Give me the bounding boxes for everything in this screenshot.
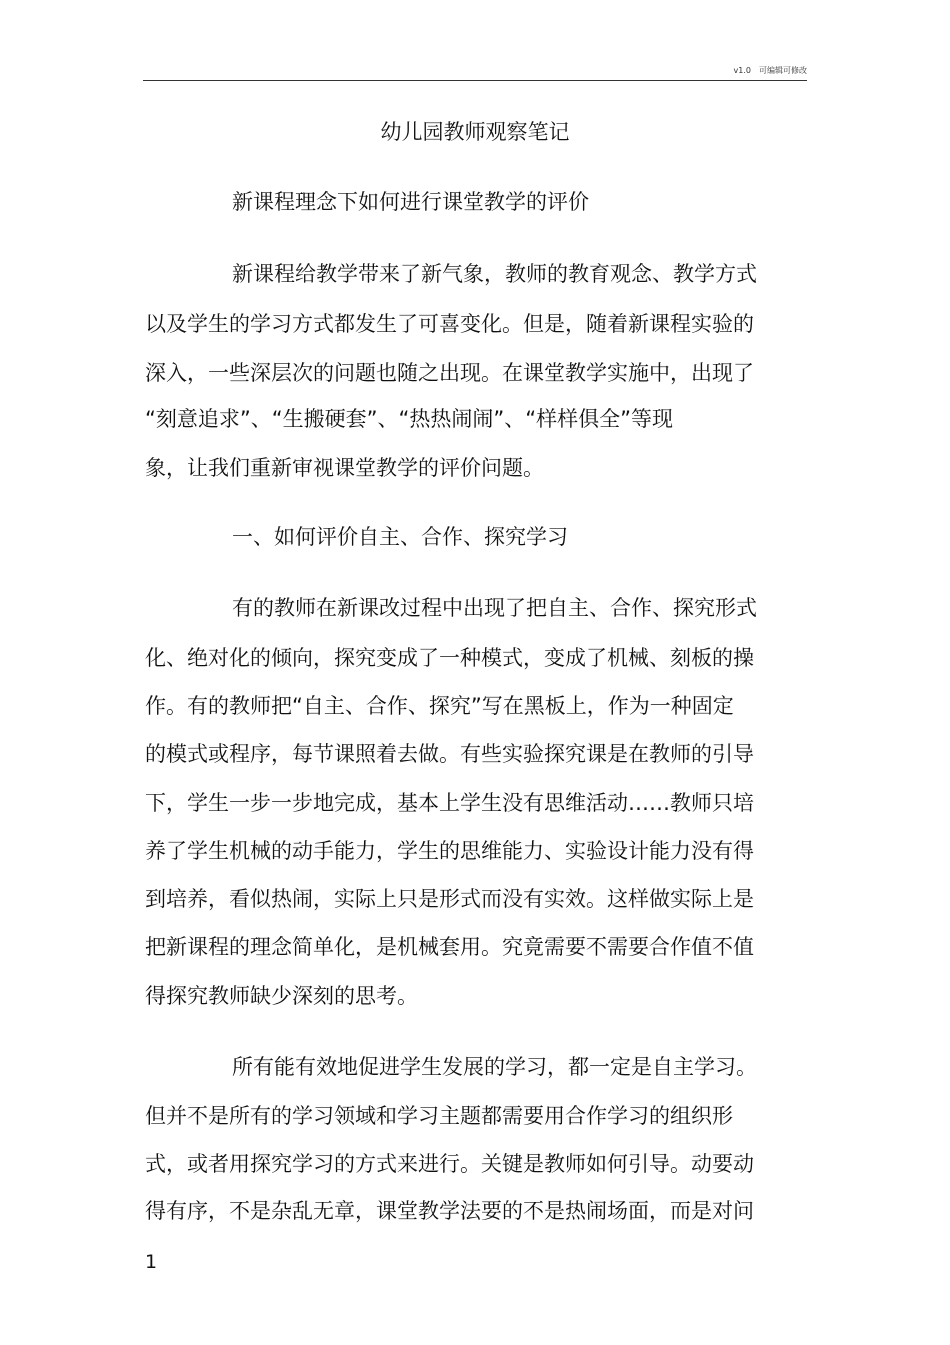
paragraph-line: 的模式或程序，每节课照着去做。有些实验探究课是在教师的引导: [145, 742, 754, 766]
page-number: 1: [145, 1251, 158, 1273]
paragraph-line: 下，学生一步一步地完成，基本上学生没有思维活动……教师只培: [145, 791, 754, 815]
paragraph-line: 化、绝对化的倾向，探究变成了一种模式，变成了机械、刻板的操: [145, 646, 754, 670]
paragraph-line: “刻意追求”、“生搬硬套”、“热热闹闹”、“样样俱全”等现: [145, 407, 674, 431]
paragraph-line: 有的教师在新课改过程中出现了把自主、合作、探究形式: [232, 596, 757, 620]
paragraph-line: 养了学生机械的动手能力，学生的思维能力、实验设计能力没有得: [145, 839, 754, 863]
paragraph-line: 新课程给教学带来了新气象，教师的教育观念、教学方式: [232, 262, 757, 286]
paragraph-line: 以及学生的学习方式都发生了可喜变化。但是，随着新课程实验的: [145, 312, 754, 336]
paragraph-line: 作。有的教师把“自主、合作、探究”写在黑板上，作为一种固定: [145, 694, 734, 718]
version-label: v1.0: [733, 66, 751, 75]
paragraph-line: 式，或者用探究学习的方式来进行。关键是教师如何引导。动要动: [145, 1152, 754, 1176]
paragraph-line: 到培养，看似热闹，实际上只是形式而没有实效。这样做实际上是: [145, 887, 754, 911]
paragraph-line: 深入，一些深层次的问题也随之出现。在课堂教学实施中，出现了: [145, 361, 754, 385]
paragraph-line: 得探究教师缺少深刻的思考。: [145, 984, 418, 1008]
document-subtitle: 新课程理念下如何进行课堂教学的评价: [232, 190, 589, 214]
paragraph-line: 把新课程的理念简单化，是机械套用。究竟需要不需要合作值不值: [145, 935, 754, 959]
paragraph-line: 所有能有效地促进学生发展的学习，都一定是自主学习。: [232, 1055, 757, 1079]
document-title: 幼儿园教师观察笔记: [380, 120, 570, 144]
paragraph-line: 得有序，不是杂乱无章，课堂教学法要的不是热闹场面，而是对问: [145, 1199, 754, 1223]
section-heading-1: 一、如何评价自主、合作、探究学习: [232, 525, 568, 549]
header-meta: [734, 66, 807, 76]
paragraph-line: 象，让我们重新审视课堂教学的评价问题。: [145, 456, 544, 480]
header-rule: [143, 80, 807, 81]
paragraph-line: 但并不是所有的学习领域和学习主题都需要用合作学习的组织形: [145, 1104, 733, 1128]
editable-note: 可编辑可修改: [759, 66, 807, 75]
